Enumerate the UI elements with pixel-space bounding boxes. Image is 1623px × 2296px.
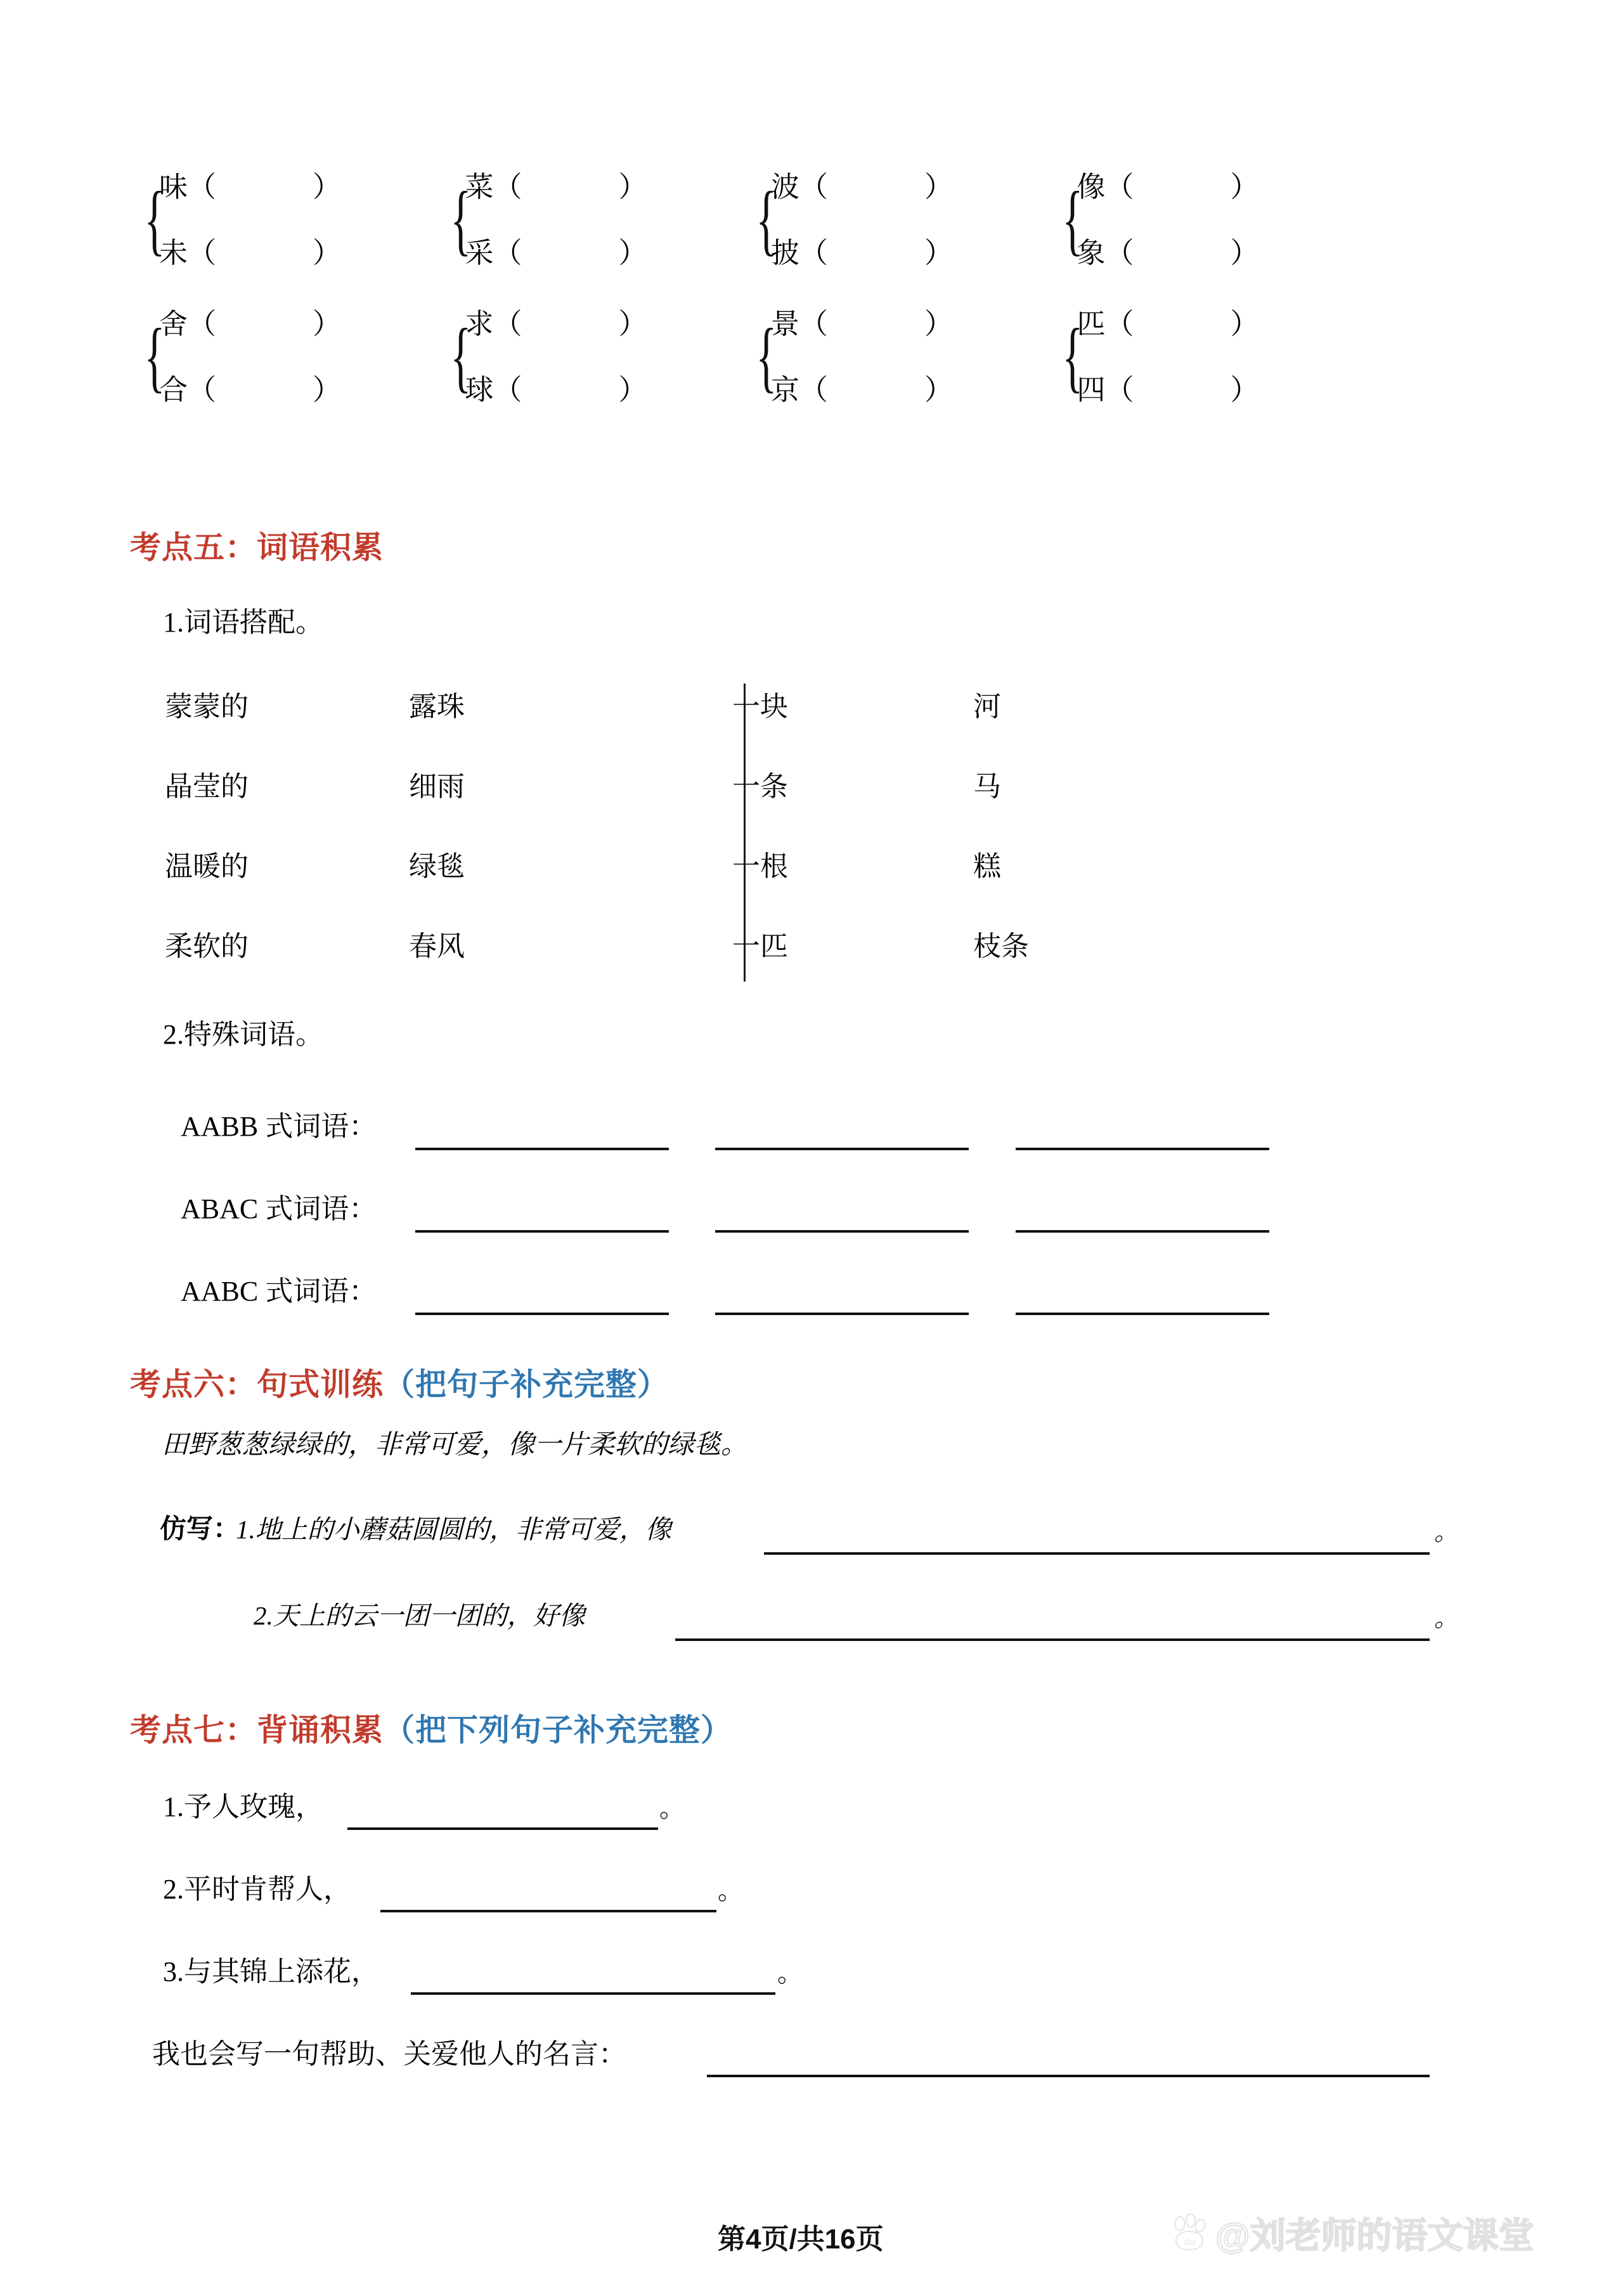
char-label: 京 (771, 373, 800, 406)
char-pairs (771, 168, 953, 272)
match-right-b[interactable]: 糕 (973, 851, 1001, 882)
char-label: 采 (465, 237, 494, 269)
section-heading-5-text: 考点五：词语积累 (130, 531, 384, 565)
recitation-item-2-text: 2.平时肯帮人， (163, 1874, 351, 1905)
blank-line[interactable] (380, 1910, 716, 1912)
char-label: 合 (159, 373, 188, 406)
match-right-b[interactable]: 河 (973, 691, 1001, 722)
recitation-item-3-end: 。 (777, 1959, 803, 1987)
blank-line[interactable] (707, 2075, 1430, 2077)
char-pair-bottom (465, 234, 647, 272)
brace-icon: { (1061, 176, 1083, 264)
section-heading-6-text: 考点六：句式训练 (130, 1368, 384, 1402)
paren-open: （ (799, 373, 829, 406)
char-bracket-block (754, 168, 1061, 272)
char-bracket-block (754, 305, 1061, 409)
final-prompt-label: 我也会写一句帮助、关爱他人的名言： (152, 2039, 626, 2070)
match-row (165, 688, 1312, 726)
label-abac: ABAC 式词语： (181, 1193, 377, 1224)
char-bracket-block (449, 305, 755, 409)
paren-open: （ (493, 308, 522, 340)
baidu-paw-icon (1170, 2214, 1209, 2253)
char-pairs (159, 305, 341, 409)
imitate-item-2-text: 2.天上的云一团一团的，好像 (254, 1601, 585, 1630)
paren-close: ） (313, 171, 342, 203)
imitate-item-1-end: 。 (1434, 1519, 1459, 1546)
char-pair-bottom (771, 234, 953, 272)
recitation-item-3-text: 3.与其锦上添花， (163, 1956, 379, 1987)
char-bracket-block (1061, 168, 1367, 272)
paren-close: ） (313, 308, 342, 340)
word-matching-exercise (165, 688, 1312, 966)
page-number: 第4页/共16页 (718, 2224, 884, 2255)
paren-close: ） (924, 171, 954, 203)
blank-line[interactable] (415, 1230, 669, 1233)
match-left-a[interactable]: 柔软的 (165, 931, 249, 962)
paren-close: ） (1230, 171, 1259, 203)
char-pair-top (771, 305, 953, 343)
paren-close: ） (618, 308, 647, 340)
item-label-special-words: 2.特殊词语。 (163, 1019, 323, 1050)
blank-line[interactable] (1016, 1148, 1269, 1150)
blank-line[interactable] (675, 1638, 1430, 1641)
char-pairs (1077, 168, 1259, 272)
char-label: 舍 (159, 308, 188, 340)
brace-icon: { (144, 176, 165, 264)
paren-open: （ (1105, 171, 1134, 203)
match-right-b[interactable]: 枝条 (973, 931, 1029, 962)
char-pair-bottom (1077, 234, 1259, 272)
recitation-item-1-end: 。 (659, 1794, 685, 1822)
paren-close: ） (313, 237, 342, 269)
blank-line[interactable] (715, 1230, 969, 1233)
label-aabc: AABC 式词语： (181, 1276, 377, 1307)
example-sentence: 田野葱葱绿绿的，非常可爱，像一片柔软的绿毯。 (162, 1430, 748, 1460)
brace-icon: { (449, 176, 471, 264)
char-pair-bottom (1077, 371, 1259, 409)
brace-icon: { (756, 176, 777, 264)
char-pair-top (1077, 305, 1259, 343)
match-left-b[interactable]: 绿毯 (409, 851, 465, 882)
blank-line[interactable] (411, 1992, 775, 1995)
match-right-a[interactable]: 一条 (732, 771, 788, 802)
character-bracket-grid (143, 168, 1366, 409)
brace-icon: { (756, 313, 777, 401)
match-left-b[interactable]: 春风 (409, 931, 465, 962)
char-label: 四 (1077, 373, 1106, 406)
paren-open: （ (493, 373, 522, 406)
paren-open: （ (799, 308, 829, 340)
char-label: 球 (465, 373, 494, 406)
match-row (165, 848, 1312, 886)
blank-line[interactable] (1016, 1313, 1269, 1315)
char-pair-top (159, 305, 341, 343)
char-pair-top (771, 168, 953, 206)
blank-line[interactable] (715, 1148, 969, 1150)
section-heading-7-note: （把下列句子补充完整） (384, 1713, 733, 1748)
char-pair-top (1077, 168, 1259, 206)
section-heading-7 (130, 1706, 732, 1750)
char-pair-bottom (465, 371, 647, 409)
char-label: 未 (159, 237, 188, 269)
imitate-item-2-end: 。 (1434, 1605, 1459, 1632)
paren-close: ） (1230, 308, 1259, 340)
paren-open: （ (1105, 373, 1134, 406)
paren-open: （ (799, 237, 829, 269)
char-pair-top (159, 168, 341, 206)
paren-close: ） (618, 171, 647, 203)
watermark-text: @刘老师的语文课堂 (1215, 2215, 1534, 2255)
match-left-b[interactable]: 露珠 (409, 691, 465, 722)
paren-open: （ (493, 237, 522, 269)
section-heading-7-text: 考点七：背诵积累 (130, 1713, 384, 1748)
char-grid-row (143, 168, 1366, 272)
char-pair-bottom (159, 371, 341, 409)
imitate-item-1-text: 1.地上的小蘑菇圆圆的，非常可爱，像 (236, 1515, 671, 1544)
section-heading-6 (130, 1360, 669, 1404)
paren-open: （ (493, 171, 522, 203)
paren-close: ） (618, 373, 647, 406)
imitate-label: 仿写： (160, 1514, 240, 1543)
char-pair-bottom (159, 234, 341, 272)
match-row (165, 768, 1312, 806)
paren-close: ） (924, 373, 954, 406)
watermark (1170, 2208, 1534, 2259)
match-left-b[interactable]: 细雨 (409, 771, 465, 802)
char-pairs (465, 305, 647, 409)
paren-open: （ (188, 237, 217, 269)
brace-icon: { (144, 313, 165, 401)
match-right-b[interactable]: 马 (973, 771, 1001, 802)
paren-open: （ (1105, 308, 1134, 340)
char-pairs (159, 168, 341, 272)
char-bracket-block (449, 168, 755, 272)
match-left-a[interactable]: 晶莹的 (165, 771, 249, 802)
blank-line[interactable] (715, 1313, 969, 1315)
paren-close: ） (313, 373, 342, 406)
match-left-a[interactable]: 温暖的 (165, 851, 249, 882)
svg-text:du: du (1184, 2237, 1195, 2248)
paren-open: （ (188, 171, 217, 203)
paren-open: （ (188, 373, 217, 406)
match-right-a[interactable]: 一匹 (732, 931, 788, 962)
match-left-a[interactable]: 蒙蒙的 (165, 691, 249, 722)
char-pair-bottom (771, 371, 953, 409)
paren-open: （ (188, 308, 217, 340)
paren-open: （ (1105, 237, 1134, 269)
char-label: 景 (771, 308, 800, 340)
char-grid-row (143, 305, 1366, 409)
char-bracket-block (143, 168, 449, 272)
brace-icon: { (449, 313, 471, 401)
char-label: 味 (159, 171, 188, 203)
char-label: 菜 (465, 171, 494, 203)
section-heading-5 (130, 523, 384, 568)
char-label: 象 (1077, 237, 1106, 269)
brace-icon: { (1061, 313, 1083, 401)
blank-line[interactable] (415, 1313, 669, 1315)
blank-line[interactable] (347, 1827, 658, 1830)
char-pairs (771, 305, 953, 409)
paren-close: ） (924, 237, 954, 269)
match-right-a[interactable]: 一块 (732, 691, 788, 722)
label-aabb: AABB 式词语： (181, 1111, 377, 1142)
char-label: 匹 (1077, 308, 1106, 340)
char-label: 波 (771, 171, 800, 203)
blank-line[interactable] (415, 1148, 669, 1150)
paren-close: ） (924, 308, 954, 340)
match-row (165, 928, 1312, 966)
char-pair-top (465, 168, 647, 206)
paren-close: ） (1230, 237, 1259, 269)
char-pairs (1077, 305, 1259, 409)
char-bracket-block (1061, 305, 1367, 409)
paren-open: （ (799, 171, 829, 203)
match-right-a[interactable]: 一根 (732, 851, 788, 882)
char-bracket-block (143, 305, 449, 409)
item-label-word-collocation: 1.词语搭配。 (163, 607, 323, 638)
char-label: 像 (1077, 171, 1106, 203)
blank-line[interactable] (1016, 1230, 1269, 1233)
char-label: 披 (771, 237, 800, 269)
recitation-item-2-end: 。 (718, 1876, 743, 1905)
char-pair-top (465, 305, 647, 343)
char-pairs (465, 168, 647, 272)
recitation-item-1-text: 1.予人玫瑰， (163, 1791, 323, 1822)
paren-close: ） (1230, 373, 1259, 406)
section-heading-6-note: （把句子补充完整） (384, 1368, 669, 1402)
paren-close: ） (618, 237, 647, 269)
char-label: 求 (465, 308, 494, 340)
blank-line[interactable] (764, 1552, 1430, 1555)
